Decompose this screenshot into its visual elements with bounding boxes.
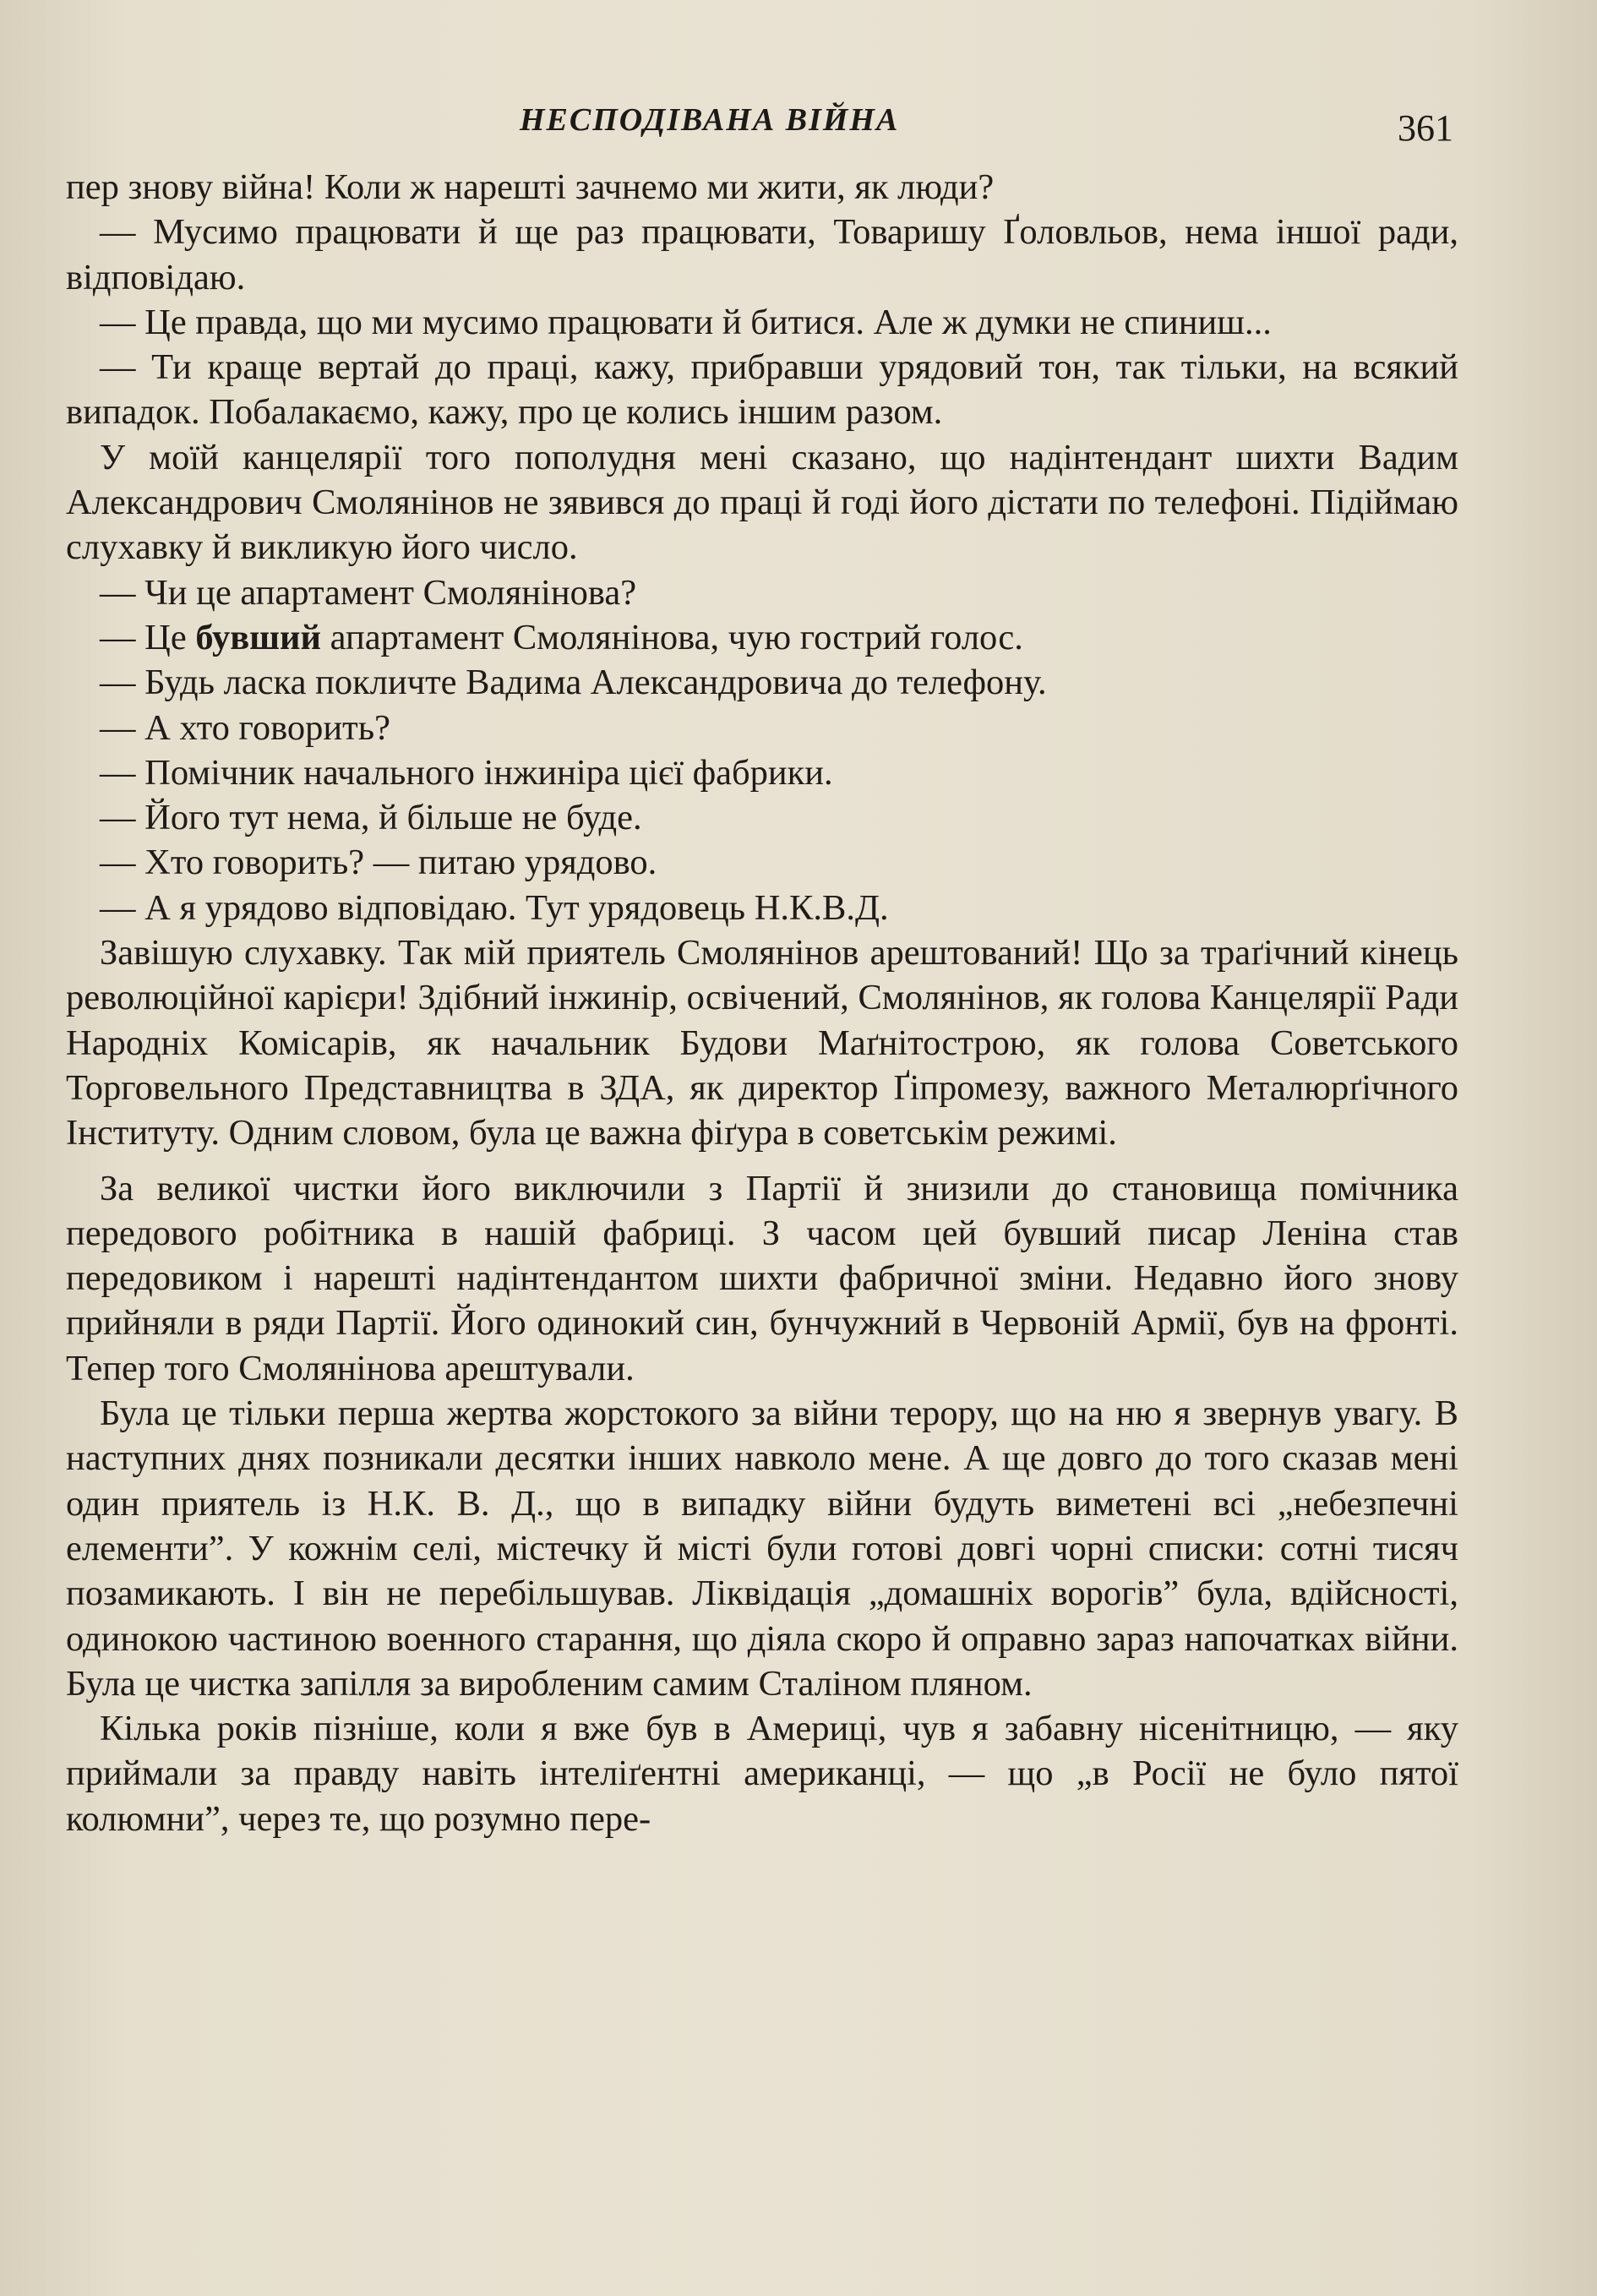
paragraph — [66, 210, 1458, 300]
paragraph-text: Була це тільки перша жертва жорстокого за війни терору, що на ню я звернув увагу. В наступних днях позникали десятки інших навколо мене. А ще довго до того сказав мені один приятель із Н.К. В. Д., що в випадку війни будуть виметені всі „небезпечні елементи”. У кожнім селі, містечку й місті були готові довгі чорні списки: сотні тисяч позамикають. І він не перебільшував. Ліквідація „домашніх ворогів” була, вдійсності, одинокою частиною военного старання, що діяла скоро й оправно зараз напочатках війни. Була це чистка запілля за виробленим самим Сталіном пляном. — [66, 1393, 1458, 1704]
paragraph-text: — Його тут нема, й більше не буде. — [100, 798, 642, 838]
paragraph — [66, 706, 1458, 750]
paragraph — [66, 165, 1458, 210]
running-title: НЕСПОДІВАНА ВІЙНА — [520, 102, 900, 138]
paragraph-text: пер знову війна! Коли ж нарешті зачнемо ми жити, як люди? — [66, 167, 995, 207]
paragraph-text: — Мусимо працювати й ще раз працювати, Товаришу Ґоловльов, нема іншої ради, відповідаю. — [66, 212, 1458, 297]
emphasized-word: бувший — [195, 617, 322, 657]
paragraph — [66, 1706, 1458, 1841]
paragraph — [66, 1391, 1458, 1706]
paragraph-text: У моїй канцелярії того пополудня мені сказано, що надінтендант шихти Вадим Александрович Смолянінов не зявився до праці й годі його дістати по телефоні. Підіймаю слухавку й викликую його число. — [66, 437, 1458, 568]
paragraph-text: — Будь ласка покличте Вадима Александровича до телефону. — [100, 663, 1047, 703]
paragraph — [66, 1166, 1458, 1391]
page-header — [68, 91, 1453, 150]
paragraph-text: — Це — [100, 617, 196, 657]
paragraph-text: — Це правда, що ми мусимо працювати й битися. Але ж думки не спиниш... — [100, 302, 1272, 342]
paragraph-text: — Помічник начального інжиніра цієї фабрики. — [100, 752, 833, 793]
paragraph — [66, 930, 1458, 1155]
paragraph — [66, 750, 1458, 795]
paragraph-text: За великої чистки його виключили з Партії й знизили до становища помічника передового робітника в нашій фабриці. З часом цей бувший писар Леніна став передовиком і нарешті надінтендантом шихти фабричної зміни. Недавно його знову прийняли в ряди Партії. Його одинокий син, бунчужний в Червоній Армії, був на фронті. Тепер того Смолянінова арештували. — [66, 1168, 1458, 1388]
paragraph — [66, 660, 1458, 705]
paragraph-text: Кілька років пізніше, коли я вже був в Америці, чув я забавну нісенітницю, — яку приймали за правду навіть інтеліґентні американці, — що „в Росії не було пятої колюмни”, через те, що розумно пере- — [66, 1709, 1458, 1839]
paragraph — [66, 615, 1458, 660]
paragraph-text: — Ти краще вертай до праці, кажу, прибравши урядовий тон, так тільки, на всякий випадок. Побалакаємо, кажу, про це колись іншим разом. — [66, 347, 1458, 433]
paragraph-text: — Чи це апартамент Смолянінова? — [100, 572, 637, 613]
paragraph-text: — Хто говорить? — питаю урядово. — [100, 843, 657, 883]
paragraph — [66, 795, 1458, 840]
paragraph — [66, 345, 1458, 435]
paragraph-text: — А хто говорить? — [100, 707, 390, 748]
paragraph — [66, 300, 1458, 345]
paragraph-text: Завішую слухавку. Так мій приятель Смолянінов арештований! Що за траґічний кінець революційної карієри! Здібний інжинір, освічений, Смолянінов, як голова Канцелярії Ради Народніх Комісарів, як начальник Будови Маґнітострою, як голова Советського Торговельного Представництва в ЗДА, як директор Ґіпромезу, важного Металюрґічного Інституту. Одним словом, була це важна фіґура в советськім режимі. — [66, 933, 1458, 1153]
paragraph — [66, 840, 1458, 885]
paragraph — [66, 570, 1458, 615]
paragraph-text: — А я урядово відповідаю. Тут урядовець Н.К.В.Д. — [100, 887, 889, 928]
paragraph — [66, 435, 1458, 570]
body-text — [66, 165, 1458, 1841]
page-number: 361 — [1398, 107, 1453, 149]
paragraph — [66, 886, 1458, 930]
paragraph-text: апартамент Смолянінова, чую гострий голос. — [321, 617, 1023, 657]
